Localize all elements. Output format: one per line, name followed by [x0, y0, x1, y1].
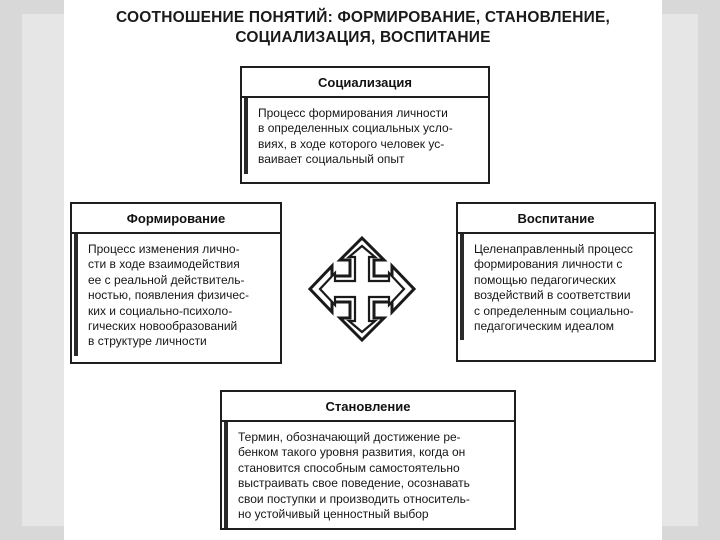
- definition-line: помощью педагогических: [474, 272, 616, 287]
- definition-line: ностью, появления физичес-: [88, 288, 250, 303]
- slide-frame-inner-left: [22, 14, 64, 526]
- definition-line: но устойчивый ценностный выбор: [238, 507, 429, 522]
- formation-box: [70, 202, 282, 364]
- slide-frame-inner-right: [662, 14, 698, 526]
- definition-line: выстраивать свое поведение, осознавать: [238, 476, 470, 491]
- definition-line: с определенным социально-: [474, 303, 634, 318]
- socialization-definition: [244, 98, 488, 174]
- definition-line: ких и социально-психоло-: [88, 303, 233, 318]
- definition-line: Процесс формирования личности: [258, 106, 448, 120]
- definition-line: Процесс изменения лично-: [88, 242, 240, 256]
- upbringing-heading: Воспитание: [458, 204, 654, 234]
- four-way-arrow-icon: [308, 236, 416, 342]
- formation-definition: [74, 234, 280, 356]
- becoming-heading: Становление: [222, 392, 514, 422]
- definition-line: в определенных социальных усло-: [258, 121, 453, 136]
- definition-line: свои поступки и производить относитель-: [238, 491, 470, 506]
- title-line-1: СООТНОШЕНИЕ ПОНЯТИЙ: ФОРМИРОВАНИЕ, СТАНОВЛЕНИЕ,: [116, 9, 610, 26]
- definition-line: сти в ходе взаимодействия: [88, 257, 240, 272]
- formation-heading: Формирование: [72, 204, 280, 234]
- definition-line: гических новообразований: [88, 319, 238, 334]
- definition-line: Термин, обозначающий достижение ре-: [238, 430, 461, 444]
- definition-line: формирования личности с: [474, 257, 623, 272]
- definition-line: бенком такого уровня развития, когда он: [238, 445, 466, 460]
- definition-line: воздействий в соответствии: [474, 288, 631, 303]
- definition-line: ее с реальной действитель-: [88, 272, 245, 287]
- socialization-box: [240, 66, 490, 184]
- becoming-box: [220, 390, 516, 530]
- definition-line: Целенаправленный процесс: [474, 242, 633, 256]
- socialization-heading: Социализация: [242, 68, 488, 98]
- definition-line: становится способным самостоятельно: [238, 460, 460, 475]
- page-title: [64, 8, 662, 48]
- definition-line: виях, в ходе которого человек ус-: [258, 136, 445, 151]
- upbringing-box: [456, 202, 656, 362]
- becoming-definition: [224, 422, 514, 528]
- definition-line: ваивает социальный опыт: [258, 152, 405, 167]
- title-line-2: СОЦИАЛИЗАЦИЯ, ВОСПИТАНИЕ: [235, 29, 491, 46]
- definition-line: педагогическим идеалом: [474, 319, 615, 334]
- definition-line: в структуре личности: [88, 334, 207, 349]
- upbringing-definition: [460, 234, 654, 340]
